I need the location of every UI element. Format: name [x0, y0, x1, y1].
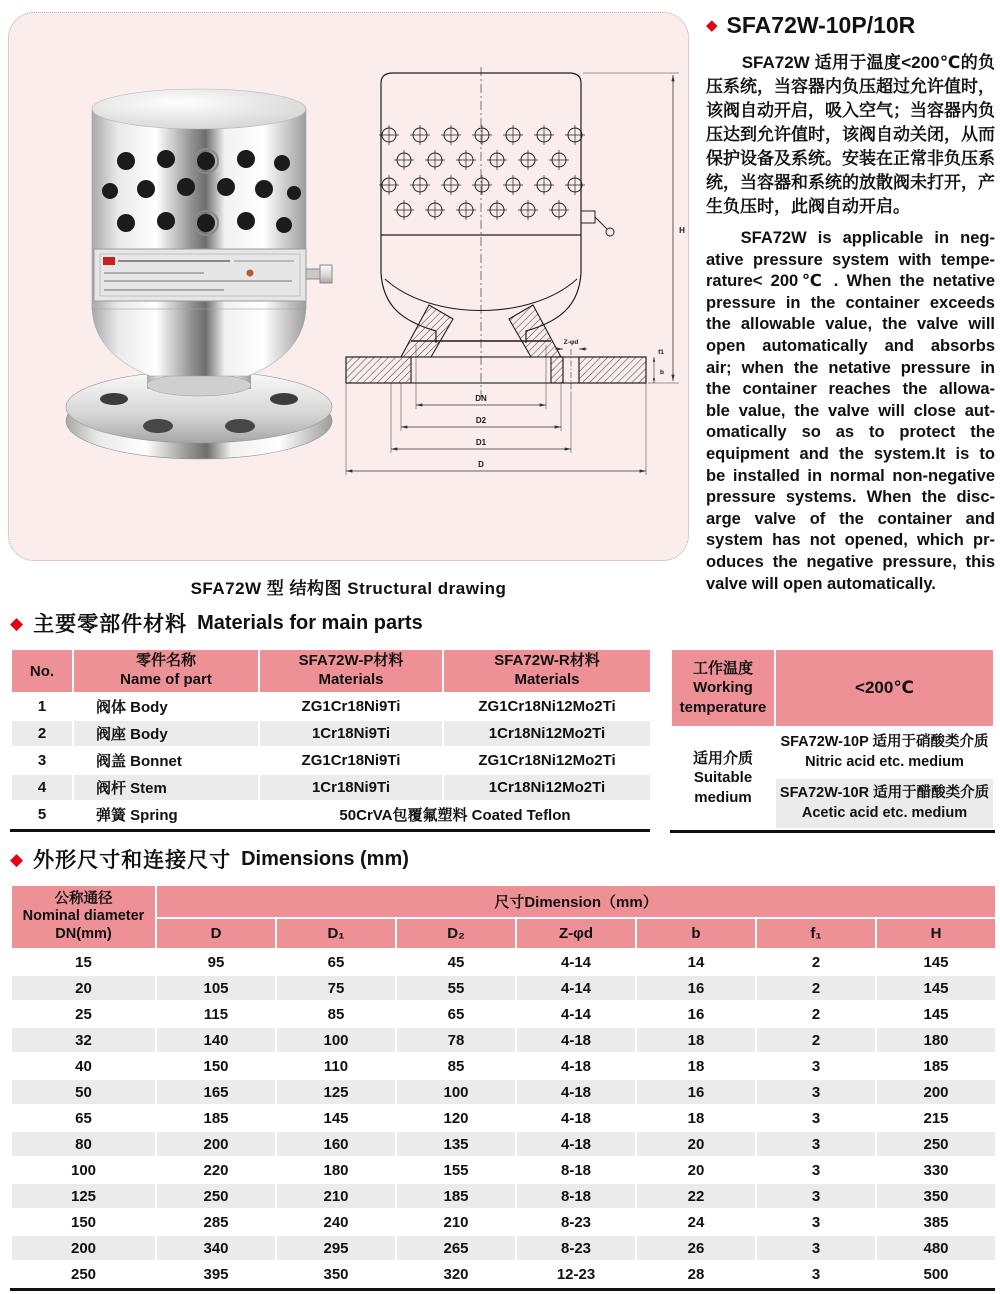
- dn-value: 40: [11, 1053, 156, 1079]
- b-value: 26: [636, 1235, 756, 1261]
- dn-value: 20: [11, 975, 156, 1001]
- d-value: 185: [156, 1105, 276, 1131]
- description-english: [706, 228, 995, 595]
- d-value: 250: [156, 1183, 276, 1209]
- b-value: 16: [636, 1001, 756, 1027]
- d2-value: 185: [396, 1183, 516, 1209]
- col-header-nominal-diameter: 公称通径 Nominal diameter DN(mm): [11, 885, 156, 949]
- d1-value: 85: [276, 1001, 396, 1027]
- dn-value: 15: [11, 949, 156, 975]
- h-value: 200: [876, 1079, 996, 1105]
- table-row: [11, 720, 651, 747]
- f1-value: 3: [756, 1183, 876, 1209]
- h-value: 350: [876, 1183, 996, 1209]
- h-value: 185: [876, 1053, 996, 1079]
- d-value: 395: [156, 1261, 276, 1287]
- b-value: 18: [636, 1105, 756, 1131]
- dn-value: 150: [11, 1209, 156, 1235]
- zpd-value: 4-18: [516, 1105, 636, 1131]
- d-value: 115: [156, 1001, 276, 1027]
- b-value: 18: [636, 1053, 756, 1079]
- svg-text:f1: f1: [658, 349, 664, 356]
- f1-value: 3: [756, 1261, 876, 1287]
- f1-value: 3: [756, 1105, 876, 1131]
- zpd-value: 4-18: [516, 1079, 636, 1105]
- d1-value: 210: [276, 1183, 396, 1209]
- col-header-p-material: SFA72W-P材料 Materials: [259, 649, 443, 693]
- dn-value: 250: [11, 1261, 156, 1287]
- d1-value: 75: [276, 975, 396, 1001]
- text-line: open automatically and absorbs: [706, 336, 995, 355]
- dimension-col-header: b: [636, 918, 756, 949]
- dimension-span-header: 尺寸Dimension（mm）: [156, 885, 996, 918]
- dn-value: 100: [11, 1157, 156, 1183]
- table-row: [11, 1235, 996, 1261]
- f1-value: 3: [756, 1235, 876, 1261]
- zpd-value: 8-18: [516, 1183, 636, 1209]
- d-value: 95: [156, 949, 276, 975]
- conditions-table: [670, 648, 995, 833]
- text-line: omatically so as to protect the: [706, 423, 995, 442]
- b-value: 28: [636, 1261, 756, 1287]
- f1-value: 3: [756, 1131, 876, 1157]
- zpd-value: 4-18: [516, 1131, 636, 1157]
- d-value: 200: [156, 1131, 276, 1157]
- d1-value: 145: [276, 1105, 396, 1131]
- d-value: 105: [156, 975, 276, 1001]
- table-row: [11, 1157, 996, 1183]
- f1-value: 2: [756, 1001, 876, 1027]
- text-line: SFA72W is applicable in neg-: [740, 229, 995, 247]
- materials-table: [10, 648, 650, 832]
- part-name: 阀杆 Stem: [73, 774, 259, 801]
- table-row: [11, 975, 996, 1001]
- dimension-col-header: D: [156, 918, 276, 949]
- dn-value: 25: [11, 1001, 156, 1027]
- svg-text:D1: D1: [475, 438, 487, 447]
- dn-value: 50: [11, 1079, 156, 1105]
- h-value: 145: [876, 949, 996, 975]
- svg-text:DN: DN: [475, 394, 487, 403]
- dn-value: 32: [11, 1027, 156, 1053]
- dimension-col-header: H: [876, 918, 996, 949]
- dn-value: 125: [11, 1183, 156, 1209]
- medium-10r: SFA72W-10R 适用于醋酸类介质 Acetic acid etc. medium: [775, 778, 994, 829]
- h-value: 145: [876, 1001, 996, 1027]
- f1-value: 3: [756, 1053, 876, 1079]
- b-value: 16: [636, 975, 756, 1001]
- d1-value: 65: [276, 949, 396, 975]
- dimensions-table: [10, 884, 995, 1291]
- dimension-col-header: D₂: [396, 918, 516, 949]
- b-value: 22: [636, 1183, 756, 1209]
- b-value: 18: [636, 1027, 756, 1053]
- b-value: 24: [636, 1209, 756, 1235]
- d2-value: 65: [396, 1001, 516, 1027]
- description-chinese: [706, 51, 995, 219]
- f1-value: 2: [756, 975, 876, 1001]
- text-line: equipment and the system.It is to: [706, 444, 995, 463]
- table-row: [11, 1001, 996, 1027]
- d2-value: 45: [396, 949, 516, 975]
- table-row-spring: [11, 801, 651, 828]
- flange-section: [346, 305, 646, 393]
- d-value: 140: [156, 1027, 276, 1053]
- table-row: [11, 1079, 996, 1105]
- text-line: valve will open automatically.: [706, 574, 936, 593]
- working-temperature-value: <200℃: [775, 649, 994, 727]
- h-value: 385: [876, 1209, 996, 1235]
- p-material: ZG1Cr18Ni9Ti: [259, 693, 443, 720]
- d2-value: 265: [396, 1235, 516, 1261]
- r-material: 1Cr18Ni12Mo2Ti: [443, 774, 651, 801]
- f1-value: 3: [756, 1079, 876, 1105]
- d1-value: 110: [276, 1053, 396, 1079]
- text-line: pressure systems. When the disc-: [706, 488, 995, 507]
- structural-drawing: [341, 65, 693, 513]
- nameplate: [94, 249, 306, 301]
- dn-value: 65: [11, 1105, 156, 1131]
- zpd-value: 8-18: [516, 1157, 636, 1183]
- b-value: 20: [636, 1131, 756, 1157]
- d1-value: 295: [276, 1235, 396, 1261]
- svg-text:b: b: [660, 369, 664, 376]
- table-row: [11, 1209, 996, 1235]
- dn-value: 200: [11, 1235, 156, 1261]
- working-temperature-label: 工作温度 Working temperature: [671, 649, 775, 727]
- dimension-col-header: D₁: [276, 918, 396, 949]
- d1-value: 125: [276, 1079, 396, 1105]
- h-value: 180: [876, 1027, 996, 1053]
- part-no: 2: [11, 720, 73, 747]
- text-line: pressure in the container exceeds: [706, 293, 995, 312]
- text-line: be installed in normal non-negative: [706, 466, 995, 485]
- table-row: [11, 1027, 996, 1053]
- spring-material: 50CrVA包覆氟塑料 Coated Teflon: [259, 801, 651, 828]
- d2-value: 135: [396, 1131, 516, 1157]
- d-value: 285: [156, 1209, 276, 1235]
- col-header-name: 零件名称 Name of part: [73, 649, 259, 693]
- d2-value: 78: [396, 1027, 516, 1053]
- h-value: 250: [876, 1131, 996, 1157]
- d2-value: 85: [396, 1053, 516, 1079]
- h-value: 480: [876, 1235, 996, 1261]
- table-row: [11, 774, 651, 801]
- d-value: 150: [156, 1053, 276, 1079]
- zpd-value: 4-18: [516, 1027, 636, 1053]
- dimension-col-header: Z-φd: [516, 918, 636, 949]
- d2-value: 320: [396, 1261, 516, 1287]
- text-line: air; when the netative pressure in: [706, 358, 995, 377]
- zpd-value: 4-14: [516, 1001, 636, 1027]
- product-title: [706, 12, 995, 39]
- text-line: system has not opened, which pr-: [706, 531, 995, 550]
- zpd-value: 4-14: [516, 975, 636, 1001]
- r-material: ZG1Cr18Ni12Mo2Ti: [443, 693, 651, 720]
- d1-value: 350: [276, 1261, 396, 1287]
- part-no: 3: [11, 747, 73, 774]
- text-line: 统，当容器和系统的放散阀未打开，产: [706, 173, 995, 192]
- valve-bowl: [92, 305, 306, 376]
- text-line: arge valve of the container and: [706, 509, 995, 528]
- product-illustration-panel: [8, 12, 689, 561]
- f1-value: 3: [756, 1157, 876, 1183]
- b-value: 16: [636, 1079, 756, 1105]
- d2-value: 120: [396, 1105, 516, 1131]
- product-model: SFA72W-10P/10R: [726, 12, 916, 38]
- valve-photo: [54, 81, 344, 476]
- table-row: [11, 949, 996, 975]
- zpd-value: 8-23: [516, 1235, 636, 1261]
- table-row: [11, 1131, 996, 1157]
- dimensions-section-title: ◆ 外形尺寸和连接尺寸 Dimensions (mm): [10, 847, 409, 872]
- part-no: 5: [11, 801, 73, 828]
- suitable-medium-label: 适用介质 Suitable medium: [671, 727, 775, 829]
- dimension-labels: [475, 226, 685, 469]
- part-name: 阀座 Body: [73, 720, 259, 747]
- table-row: [11, 1105, 996, 1131]
- h-value: 215: [876, 1105, 996, 1131]
- f1-value: 3: [756, 1209, 876, 1235]
- part-name: 阀体 Body: [73, 693, 259, 720]
- text-line: ative pressure system with tempe-: [706, 250, 995, 269]
- text-line: oduces the negative pressure, this: [706, 552, 995, 571]
- h-value: 145: [876, 975, 996, 1001]
- d1-value: 100: [276, 1027, 396, 1053]
- d-value: 165: [156, 1079, 276, 1105]
- zpd-value: 4-18: [516, 1053, 636, 1079]
- col-header-r-material: SFA72W-R材料 Materials: [443, 649, 651, 693]
- p-material: 1Cr18Ni9Ti: [259, 720, 443, 747]
- col-header-no: No.: [11, 649, 73, 693]
- b-value: 20: [636, 1157, 756, 1183]
- svg-text:D2: D2: [475, 416, 487, 425]
- table-row: [11, 1261, 996, 1287]
- dimension-col-header: f₁: [756, 918, 876, 949]
- part-no: 1: [11, 693, 73, 720]
- drawing-caption: SFA72W 型 结构图 Structural drawing: [190, 579, 507, 598]
- text-line: the allowable value, the valve will: [706, 315, 995, 334]
- table-row: [11, 1183, 996, 1209]
- svg-text:H: H: [679, 226, 685, 235]
- d2-value: 55: [396, 975, 516, 1001]
- part-no: 4: [11, 774, 73, 801]
- dn-value: 80: [11, 1131, 156, 1157]
- table-row: [11, 1053, 996, 1079]
- part-name: 阀盖 Bonnet: [73, 747, 259, 774]
- diamond-bullet-icon: ◆: [10, 849, 24, 869]
- d1-value: 180: [276, 1157, 396, 1183]
- d-value: 340: [156, 1235, 276, 1261]
- zpd-value: 12-23: [516, 1261, 636, 1287]
- part-name: 弹簧 Spring: [73, 801, 259, 828]
- svg-text:D: D: [478, 460, 484, 469]
- zpd-value: 8-23: [516, 1209, 636, 1235]
- text-line: 生负压时，此阀自动开启。: [706, 197, 910, 216]
- p-material: ZG1Cr18Ni9Ti: [259, 747, 443, 774]
- text-line: 压系统，当容器内负压超过允许值时，: [706, 77, 995, 96]
- tap-fitting: [581, 211, 614, 236]
- d2-value: 155: [396, 1157, 516, 1183]
- diamond-bullet-icon: ◆: [706, 17, 718, 34]
- svg-text:Z-φd: Z-φd: [563, 339, 579, 346]
- table-row: [11, 747, 651, 774]
- intro-column: [706, 12, 995, 595]
- d1-value: 160: [276, 1131, 396, 1157]
- text-line: 该阀自动开启，吸入空气；当容器内负: [706, 101, 995, 120]
- r-material: 1Cr18Ni12Mo2Ti: [443, 720, 651, 747]
- p-material: 1Cr18Ni9Ti: [259, 774, 443, 801]
- b-value: 14: [636, 949, 756, 975]
- text-line: 保护设备及系统。安装在正常非负压系: [706, 149, 995, 168]
- d2-value: 210: [396, 1209, 516, 1235]
- h-value: 500: [876, 1261, 996, 1287]
- text-line: 压达到允许值时，该阀自动关闭，从而: [706, 125, 995, 144]
- side-fitting: [306, 265, 332, 283]
- d1-value: 240: [276, 1209, 396, 1235]
- materials-section-title: ◆ 主要零部件材料 Materials for main parts: [10, 611, 423, 636]
- medium-10p: SFA72W-10P 适用于硝酸类介质 Nitric acid etc. medium: [775, 727, 994, 778]
- d-value: 220: [156, 1157, 276, 1183]
- text-line: the container reaches the allowa-: [706, 380, 995, 399]
- d2-value: 100: [396, 1079, 516, 1105]
- text-line: rature< 200℃ . When the netative: [706, 272, 995, 291]
- zpd-value: 4-14: [516, 949, 636, 975]
- text-line: SFA72W 适用于温度<200℃的负: [741, 53, 995, 72]
- r-material: ZG1Cr18Ni12Mo2Ti: [443, 747, 651, 774]
- f1-value: 2: [756, 1027, 876, 1053]
- perforation-holes: [379, 125, 585, 220]
- h-value: 330: [876, 1157, 996, 1183]
- f1-value: 2: [756, 949, 876, 975]
- table-row: [11, 693, 651, 720]
- text-line: ble value, the valve will close aut-: [706, 401, 995, 420]
- diamond-bullet-icon: ◆: [10, 613, 24, 633]
